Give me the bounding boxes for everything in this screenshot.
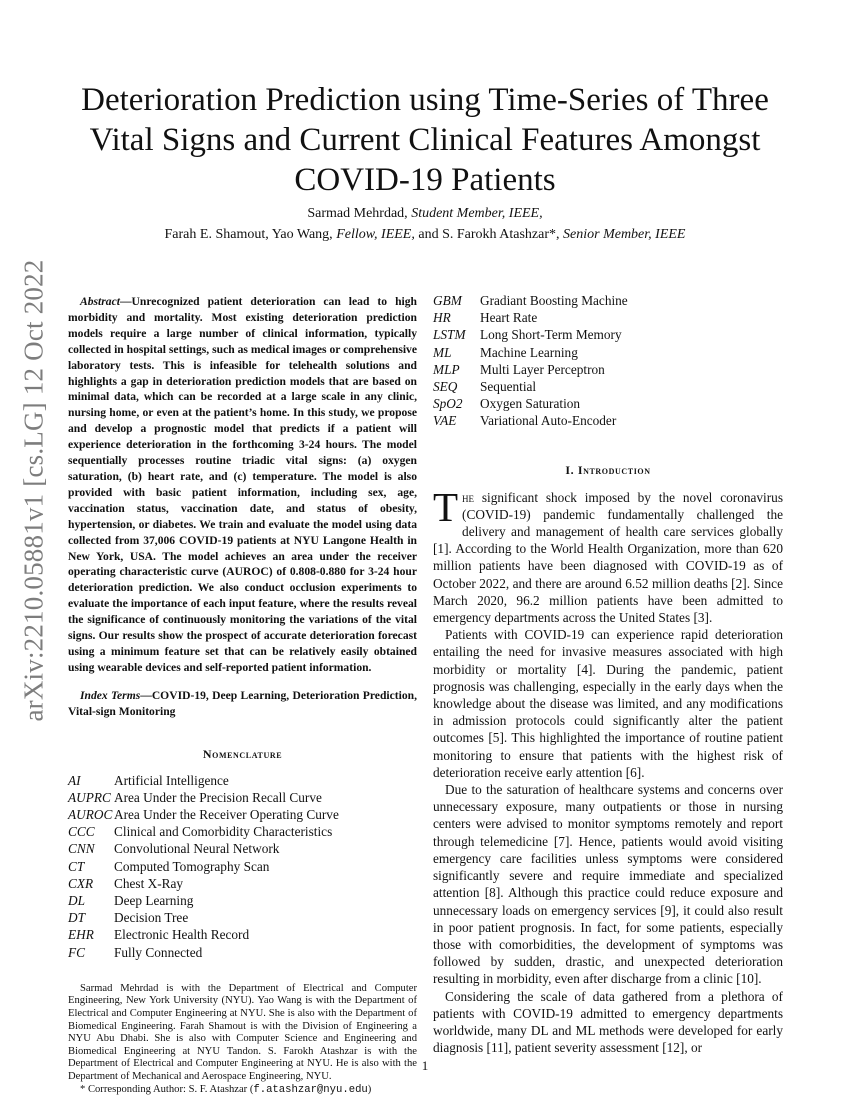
nomenclature-row: AI Artificial Intelligence [68,772,229,788]
index-terms-text: —COVID-19, Deep Learning, Deterioration Prediction, Vital-sign Monitoring [68,688,417,718]
nomenclature-row: AUPRC Area Under the Precision Recall Curve [68,789,322,805]
nomenclature-row: CXR Chest X-Ray [68,875,184,891]
arxiv-identifier [14,258,54,722]
intro-paragraph-2: Patients with COVID-19 can experience rapid deterioration entailing the need for invasive measures associated with high morbidity or mortality [4]. During the pandemic, patient prognosis was challenging, especially in the early days when the knowledge about the disease was limited, and any modifications in admission protocols could significantly alter the patient outcomes [5]. This highlighted the importance of routine patient monitoring to ensure that patients with the highest risk of deterioration receive early attention [6]. [433,627,783,780]
corresponding-author-note: * Corresponding Author: S. F. Atashzar (f.atashzar@nyu.edu) [80,1083,372,1096]
nomenclature-list-right [433,292,783,430]
nomenclature-row: DT Decision Tree [68,910,189,926]
nomenclature-row: AUROC Area Under the Receiver Operating Curve [68,806,339,822]
nomenclature-list-left [68,772,417,961]
nomenclature-row: SEQ Sequential [433,379,537,395]
index-terms [68,688,417,720]
intro-paragraph-3: Due to the saturation of healthcare systems and concerns over unnecessary exposure, many outpatients or those in nursing centers were advised to monitor symptoms remotely and report through telemedicine [7]. Hence, patients would avoid visiting emergency care facilities unless symptoms were considered significantly severe and require immediate and specialized attention [8]. Although this practice could reduce exposure and unnecessary loads on emergency services [9], it could also result in poor patient prognosis. In fact, for some patients, especially those with comorbidities, the development of symptoms was followed by sudden, drastic, and unexpected deterioration resulting in morbidity, even after discharge from a clinic [10]. [433,782,783,987]
nomenclature-row: ML Machine Learning [433,344,578,360]
nomenclature-row: CT Computed Tomography Scan [68,858,270,874]
nomenclature-row: SpO2 Oxygen Saturation [433,396,581,412]
abstract [68,294,417,676]
author-line-1: Sarmad Mehrdad, Student Member, IEEE, [307,206,543,221]
nomenclature-row: EHR Electronic Health Record [68,927,250,943]
author-email[interactable]: f.atashzar@nyu.edu [253,1083,368,1096]
abstract-text: —Unrecognized patient deterioration can lead to high morbidity and mortality. Most existing deterioration prediction models require a large number of clinical information, typically collected in hospital settings, such as medical images or comprehensive laboratory tests. This is infeasible for telehealth solutions and highlights a gap in deterioration prediction models that are based on minimal data, which can be recorded at a large scale in any clinic, nursing home, or even at the patient’s home. In this study, we propose and develop a prognostic model that predicts if a patient will experience deterioration in the forthcoming 3-24 hours. The model sequentially processes routine triadic vital signs: (a) oxygen saturation, (b) heart rate, and (c) temperature. The model is also provided with basic patient information, including sex, age, vaccination status, vaccination date, and status of obesity, hypertension, or diabetes. We train and evaluate the model using data collected from 37,006 COVID-19 patients at NYU Langone Health in New York, USA. The model achieves an area under the receiver operating characteristic curve (AUROC) of 0.808-0.880 for 3-24 hour deterioration prediction. We also conduct occlusion experiments to evaluate the importance of each input feature, where the results reveal the significance of continuously monitoring the variations of the vital signs. Our results show the prospect of accurate deterioration forecast using a minimum feature set that can be relatively easily obtained using wearable devices and self-reported patient information. [68,295,417,674]
right-column [433,292,783,1056]
intro-paragraph-4: Considering the scale of data gathered from a plethora of patients with COVID-19 admitted to emergency departments worldwide, many DL and ML methods were developed for early diagnosis [11], patient severity assessment [12], or [433,988,783,1056]
nomenclature-row: LSTM Long Short-Term Memory [433,327,622,343]
nomenclature-row: VAE Variational Auto-Encoder [433,413,617,429]
nomenclature-row: DL Deep Learning [68,892,194,908]
left-column [68,294,417,1096]
nomenclature-row: CCC Clinical and Comorbidity Characteristics [68,824,333,840]
paper-title: Deterioration Prediction using Time-Series of Three Vital Signs and Current Clinical Features Amongst COVID-19 Patients [81,82,769,198]
drop-cap: T [433,483,459,530]
introduction-heading: I. Introduction [565,462,651,477]
index-terms-label: Index Terms [80,688,141,702]
nomenclature-row: HR Heart Rate [433,310,538,326]
nomenclature-heading: Nomenclature [202,746,283,761]
affiliation-footnote: Sarmad Mehrdad is with the Department of Electrical and Computer Engineering, New York University (NYU). Yao Wang is with the Department of Electrical and Computer Engineering at NYU. She is also with the Department of Biomedical Engineering. Farah Shamout is with the Division of Engineering a NYU Abu Dhabi. She is also with Computer Science and Engineering and Biomedical Engineering at NYU Tandon. S. Farokh Atashzar is with the Department of Electrical and Computer Engineering at NYU. He is also with the Department of Mechanical and Aerospace Engineering, NYU. [68,982,417,1082]
author-list [55,203,795,245]
nomenclature-row: GBM Gradiant Boosting Machine [433,293,628,308]
abstract-label: Abstract [80,295,120,308]
nomenclature-row: CNN Convolutional Neural Network [68,841,280,857]
intro-paragraph-1: The significant shock imposed by the novel coronavirus (COVID-19) pandemic fundamentally challenged the delivery and management of health care services globally [1]. According to the World Health Organization, more than 620 million patients have been diagnosed with COVID-19 as of October 2022, and there are around 6.52 million deaths [2]. Since March 2020, 96.2 million patients have been admitted to emergency departments across the United States [3]. [433,483,783,626]
page-number: 1 [421,1058,429,1073]
nomenclature-row: MLP Multi Layer Perceptron [433,361,605,377]
author-line-2: Farah E. Shamout, Yao Wang, Fellow, IEEE, and S. Farokh Atashzar*, Senior Member, IEEE [164,227,686,242]
arxiv-identifier-text: arXiv:2210.05881v1 [cs.LG] 12 Oct 2022 [18,258,49,722]
nomenclature-row: FC Fully Connected [68,944,203,960]
